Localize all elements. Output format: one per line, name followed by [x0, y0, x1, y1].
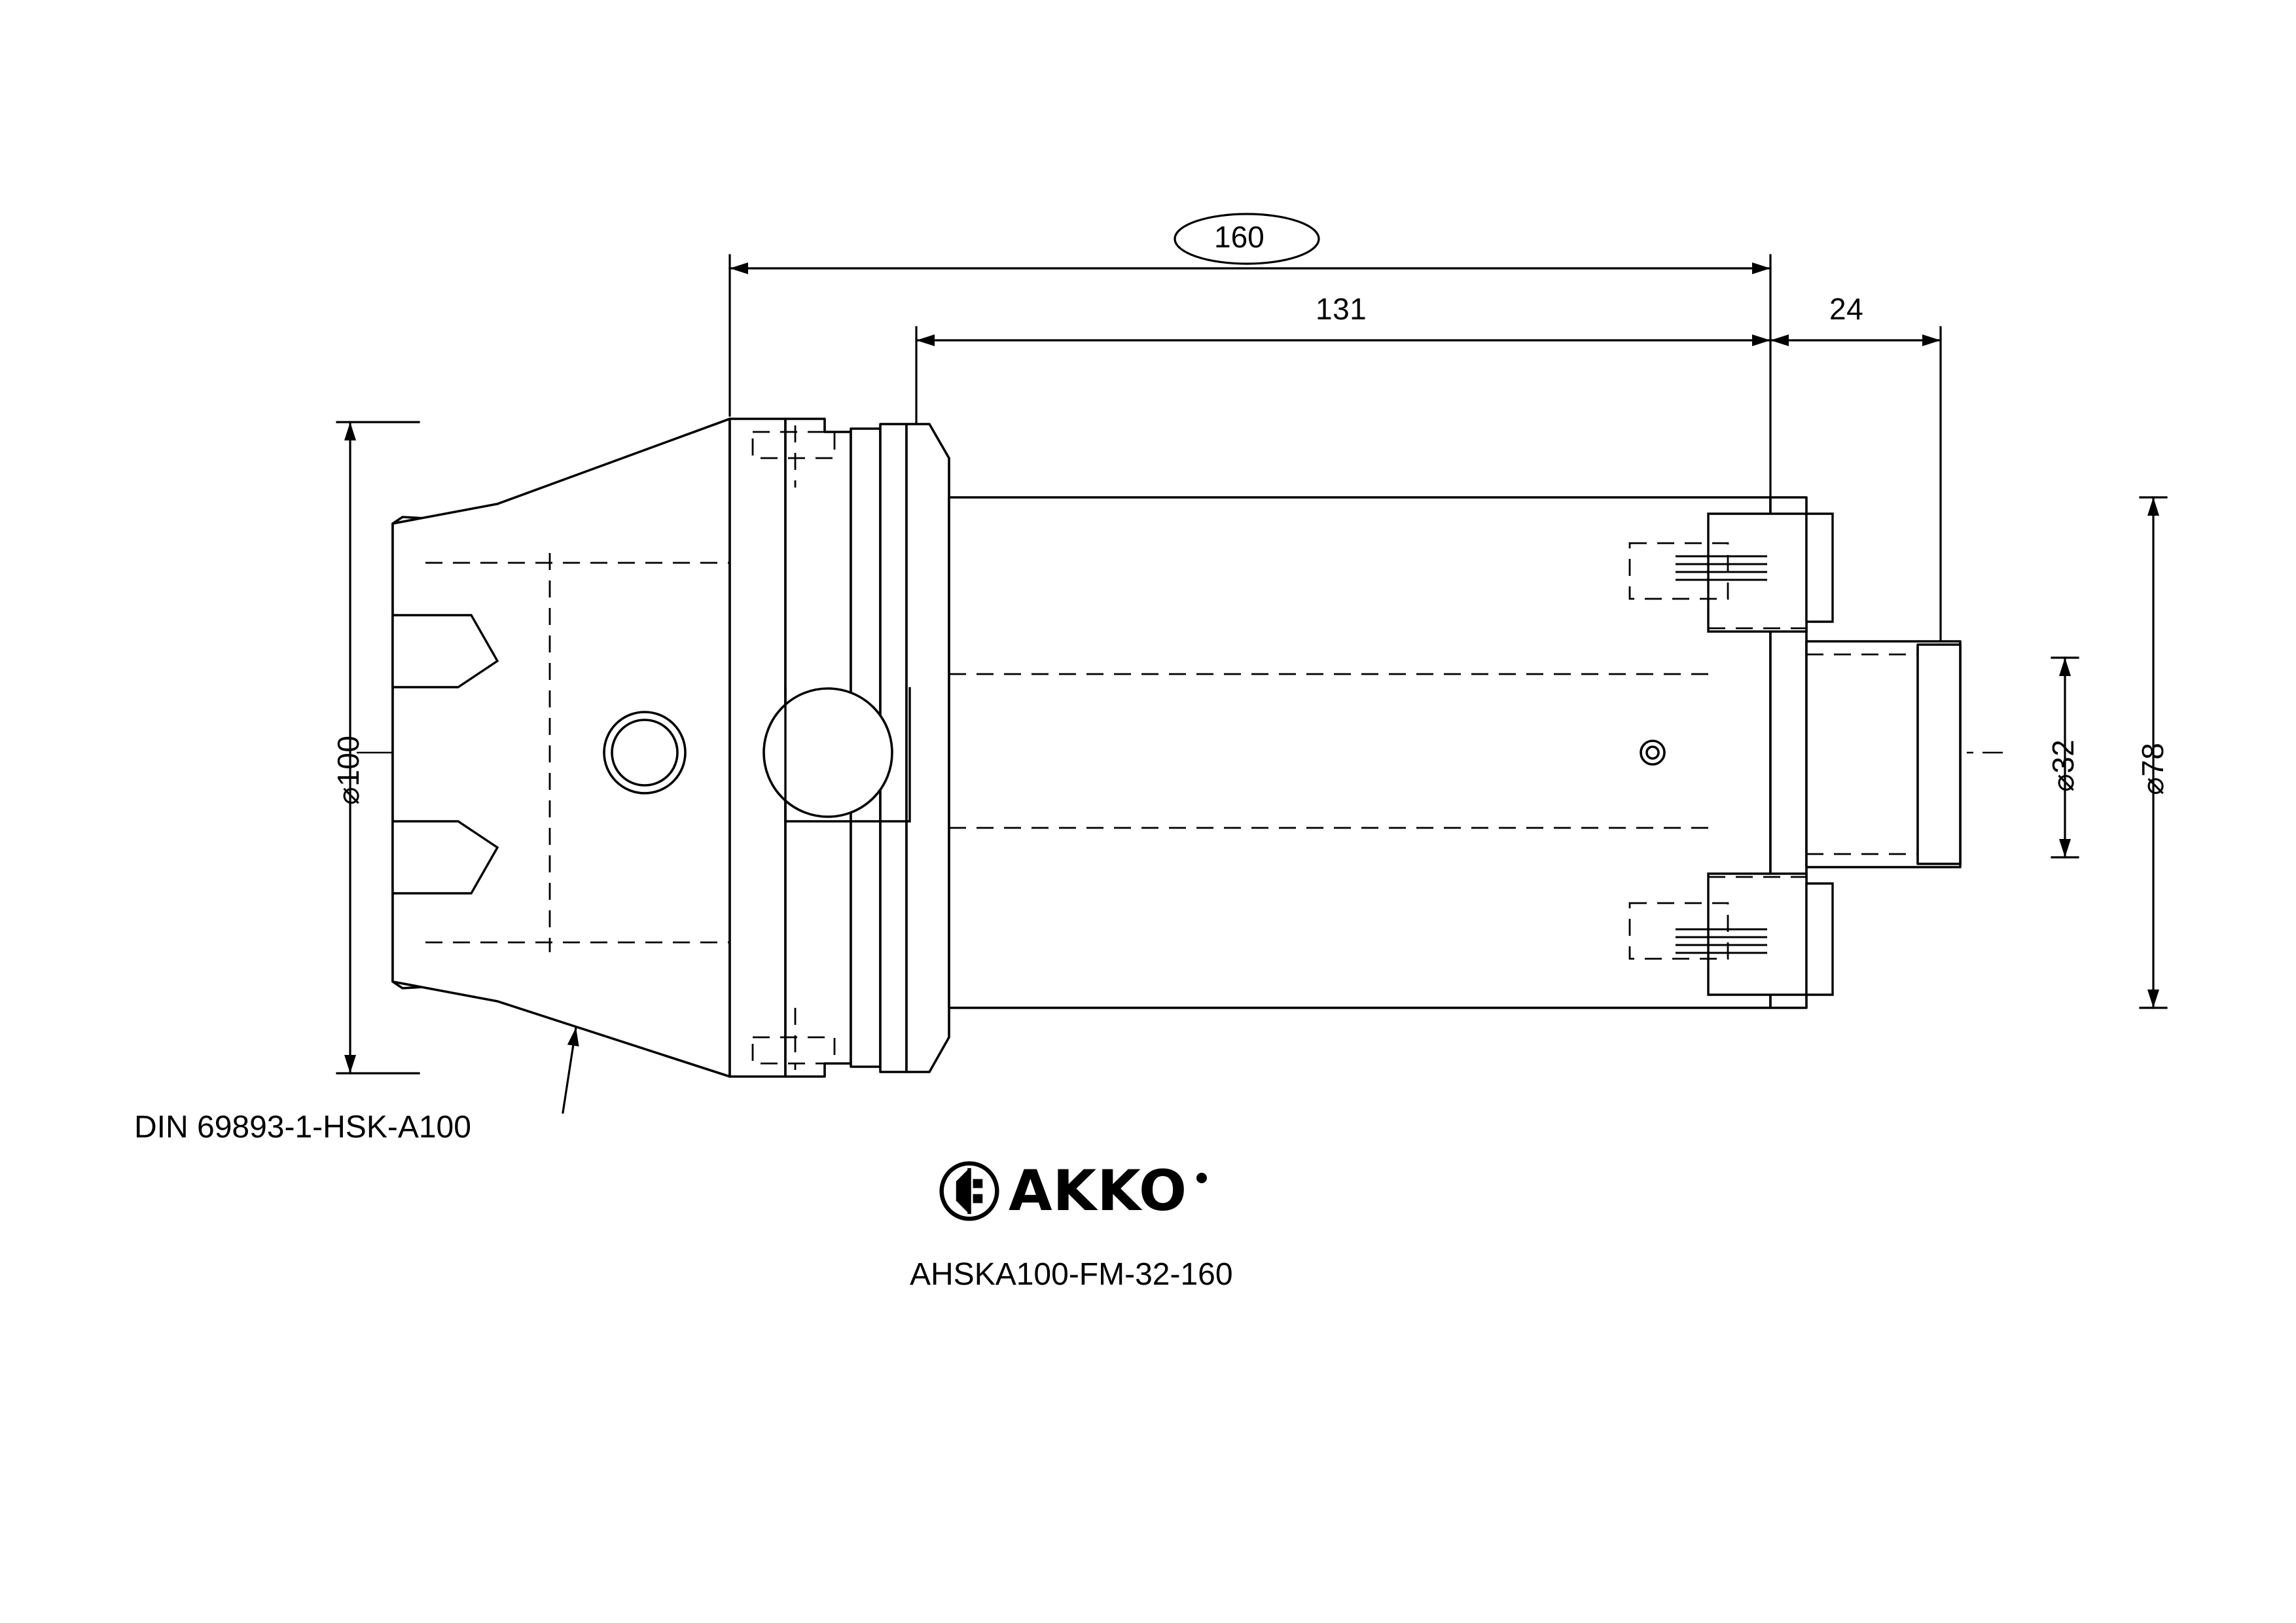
dimension-head-length: 24 [1829, 292, 1864, 326]
part-number-label: AHSKA100-FM-32-160 [910, 1257, 1233, 1292]
dimension-pilot-diameter: ⌀32 [2046, 739, 2080, 792]
dimension-overall-length: 160 [1214, 220, 1265, 254]
brand-name: AKKO [1009, 1158, 1188, 1224]
dimension-body-diameter: ⌀78 [2136, 742, 2170, 795]
dimension-flange-diameter: ⌀100 [331, 735, 365, 805]
akko-mark-icon [939, 1161, 999, 1221]
brand-logo [939, 1158, 1207, 1224]
standard-note: DIN 69893-1-HSK-A100 [134, 1110, 471, 1145]
registered-dot-icon [1196, 1173, 1207, 1183]
dimension-body-length: 131 [1316, 292, 1367, 326]
